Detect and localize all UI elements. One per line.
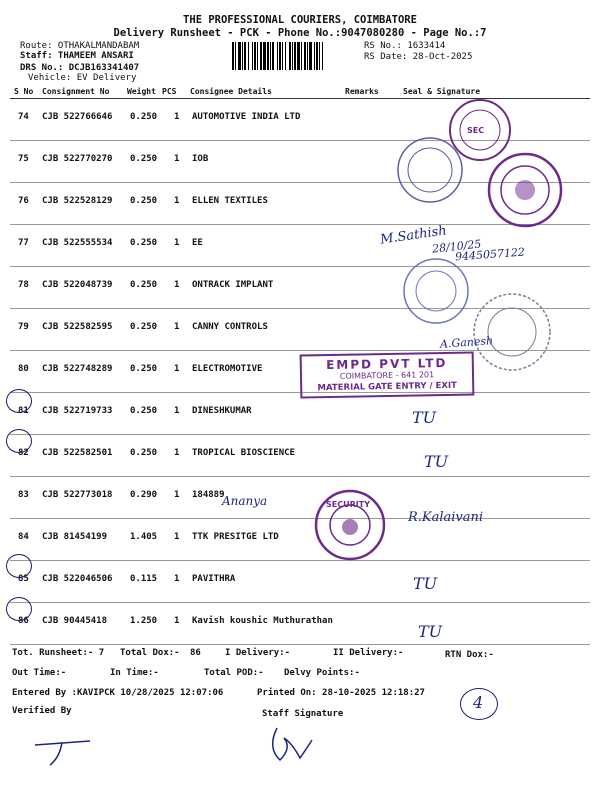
handwritten-name: R.Kalaivani — [408, 510, 484, 525]
row-pcs: 1 — [174, 406, 180, 416]
delvy-points: Delvy Points:- — [284, 668, 360, 678]
row-weight: 0.250 — [130, 406, 158, 416]
table-row — [10, 436, 590, 477]
row-sno: 76 — [18, 196, 29, 206]
row-consignment: CJB 522770270 — [42, 154, 113, 164]
handwritten-initials: TU — [418, 622, 443, 641]
table-row — [10, 478, 590, 519]
col-consignee: Consignee Details — [190, 87, 272, 96]
handwritten-phone: 9445057122 — [454, 245, 526, 264]
route-text: Route: OTHAKALMANDABAM — [20, 41, 140, 51]
vehicle-text: Vehicle: EV Delivery — [28, 73, 137, 83]
row-weight: 0.250 — [130, 112, 158, 122]
row-consignment: CJB 522766646 — [42, 112, 113, 122]
row-weight: 0.250 — [130, 280, 158, 290]
row-pcs: 1 — [174, 574, 180, 584]
row-consignment: CJB 522048739 — [42, 280, 113, 290]
row-consignment: CJB 81454199 — [42, 532, 108, 542]
row-consignment: CJB 522719733 — [42, 406, 113, 416]
entered-by: Entered By :KAVIPCK 10/28/2025 12:07:06 — [12, 688, 224, 698]
ii-delivery: II Delivery:- — [333, 648, 404, 658]
company-title: THE PROFESSIONAL COURIERS, COIMBATORE — [183, 14, 417, 26]
table-row — [10, 604, 590, 645]
tot-runsheet: Tot. Runsheet:- 7 — [12, 648, 105, 658]
row-consignment: CJB 522773018 — [42, 490, 113, 500]
row-consignee: CANNY CONTROLS — [192, 322, 268, 332]
row-weight: 1.405 — [130, 532, 158, 542]
staff-text: Staff: THAMEEM ANSARI — [20, 51, 134, 61]
row-consignment: CJB 522555534 — [42, 238, 113, 248]
sno-circle — [6, 429, 32, 453]
row-weight: 1.250 — [130, 616, 158, 626]
in-time: In Time:- — [110, 668, 159, 678]
row-pcs: 1 — [174, 448, 180, 458]
total-dox-label: Total Dox:- — [120, 648, 180, 658]
pumps-seal-stamp — [400, 255, 472, 327]
row-pcs: 1 — [174, 238, 180, 248]
handwritten-date: 28/10/25 — [431, 237, 482, 256]
controls-seal-stamp — [470, 290, 554, 374]
row-sno: 79 — [18, 322, 29, 332]
row-sno: 77 — [18, 238, 29, 248]
drs-text: DRS No.: DCJB163341407 — [20, 63, 140, 73]
gate-stamp-line3: MATERIAL GATE ENTRY / EXIT — [317, 380, 457, 394]
row-pcs: 1 — [174, 196, 180, 206]
printed-on: Printed On: 28-10-2025 12:18:27 — [257, 688, 425, 698]
row-consignee: DINESHKUMAR — [192, 406, 252, 416]
row-consignment: CJB 522528129 — [42, 196, 113, 206]
i-delivery: I Delivery:- — [225, 648, 291, 658]
row-consignee: TTK PRESITGE LTD — [192, 532, 279, 542]
rs-date: RS Date: 28-Oct-2025 — [364, 52, 473, 62]
col-pcs: PCS — [162, 87, 177, 96]
row-consignee: ELECTROMOTIVE — [192, 364, 263, 374]
col-weight: Weight — [127, 87, 156, 96]
table-row — [10, 394, 590, 435]
row-consignee: 184889 — [192, 490, 225, 500]
row-sno: 85 — [18, 574, 29, 584]
row-consignee: ELLEN TEXTILES — [192, 196, 268, 206]
row-sno: 84 — [18, 532, 29, 542]
row-pcs: 1 — [174, 490, 180, 500]
total-pod: Total POD:- — [204, 668, 264, 678]
row-weight: 0.115 — [130, 574, 158, 584]
handwritten-name: M.Sathish — [379, 223, 448, 248]
col-consignment: Consignment No — [42, 87, 110, 96]
rtn-dox: RTN Dox:- — [445, 650, 494, 660]
row-weight: 0.250 — [130, 322, 158, 332]
row-pcs: 1 — [174, 364, 180, 374]
row-pcs: 1 — [174, 322, 180, 332]
handwritten-name: Ananya — [222, 494, 268, 508]
row-weight: 0.290 — [130, 490, 158, 500]
gate-stamp-line2: COIMBATORE - 641 201 — [339, 370, 435, 381]
row-weight: 0.250 — [130, 154, 158, 164]
handwritten-initials: TU — [413, 574, 438, 593]
row-consignee: AUTOMOTIVE INDIA LTD — [192, 112, 301, 122]
row-weight: 0.250 — [130, 364, 158, 374]
row-consignee: EE — [192, 238, 203, 248]
barcode — [232, 42, 360, 70]
row-consignment: CJB 522748289 — [42, 364, 113, 374]
sno-circle — [6, 597, 32, 621]
row-consignment: CJB 522582501 — [42, 448, 113, 458]
gate-entry-stamp — [300, 351, 475, 398]
row-weight: 0.250 — [130, 196, 158, 206]
col-seal: Seal & Signature — [403, 87, 481, 96]
row-sno: 83 — [18, 490, 29, 500]
rs-number: RS No.: 1633414 — [364, 41, 446, 51]
row-consignment: CJB 522582595 — [42, 322, 113, 332]
page-count-number: 4 — [473, 693, 484, 712]
row-consignee: IOB — [192, 154, 209, 164]
row-sno: 81 — [18, 406, 29, 416]
row-consignee: Kavish koushic Muthurathan — [192, 616, 333, 626]
row-sno: 78 — [18, 280, 29, 290]
row-consignment: CJB 90445418 — [42, 616, 108, 626]
total-dox-value: 86 — [190, 648, 201, 658]
row-consignment: CJB 522046506 — [42, 574, 113, 584]
row-weight: 0.250 — [130, 238, 158, 248]
svg-text:SEC: SEC — [467, 126, 485, 135]
verified-by: Verified By — [12, 706, 72, 716]
row-sno: 82 — [18, 448, 29, 458]
row-consignee: PAVITHRA — [192, 574, 236, 584]
row-pcs: 1 — [174, 112, 180, 122]
security-stamp-text: SECURITY — [326, 500, 370, 509]
row-pcs: 1 — [174, 532, 180, 542]
handwritten-initials: TU — [412, 408, 437, 427]
table-row — [10, 520, 590, 561]
sno-circle — [6, 554, 32, 578]
row-consignee: ONTRACK IMPLANT — [192, 280, 274, 290]
out-time: Out Time:- — [12, 668, 67, 678]
row-sno: 80 — [18, 364, 29, 374]
runsheet-subtitle: Delivery Runsheet - PCK - Phone No.:9047080280 - Page No.:7 — [113, 27, 487, 39]
company-seal-stamp — [485, 150, 565, 230]
col-sno: S No — [14, 87, 34, 96]
gate-stamp-line1: EMPD PVT LTD — [326, 355, 448, 373]
row-pcs: 1 — [174, 280, 180, 290]
row-pcs: 1 — [174, 616, 180, 626]
sno-circle — [6, 389, 32, 413]
col-remarks: Remarks — [345, 87, 379, 96]
bank-seal-stamp — [395, 135, 465, 205]
handwritten-initials: TU — [424, 452, 449, 471]
table-row — [10, 562, 590, 603]
handwritten-name: A.Ganesh — [439, 334, 494, 351]
row-consignee: TROPICAL BIOSCIENCE — [192, 448, 295, 458]
row-pcs: 1 — [174, 154, 180, 164]
verifier-signature — [30, 725, 110, 770]
row-sno: 86 — [18, 616, 29, 626]
staff-signature — [262, 718, 322, 768]
security-seal-stamp — [310, 485, 390, 565]
row-sno: 74 — [18, 112, 29, 122]
staff-signature-label: Staff Signature — [262, 709, 344, 719]
row-weight: 0.250 — [130, 448, 158, 458]
row-sno: 75 — [18, 154, 29, 164]
